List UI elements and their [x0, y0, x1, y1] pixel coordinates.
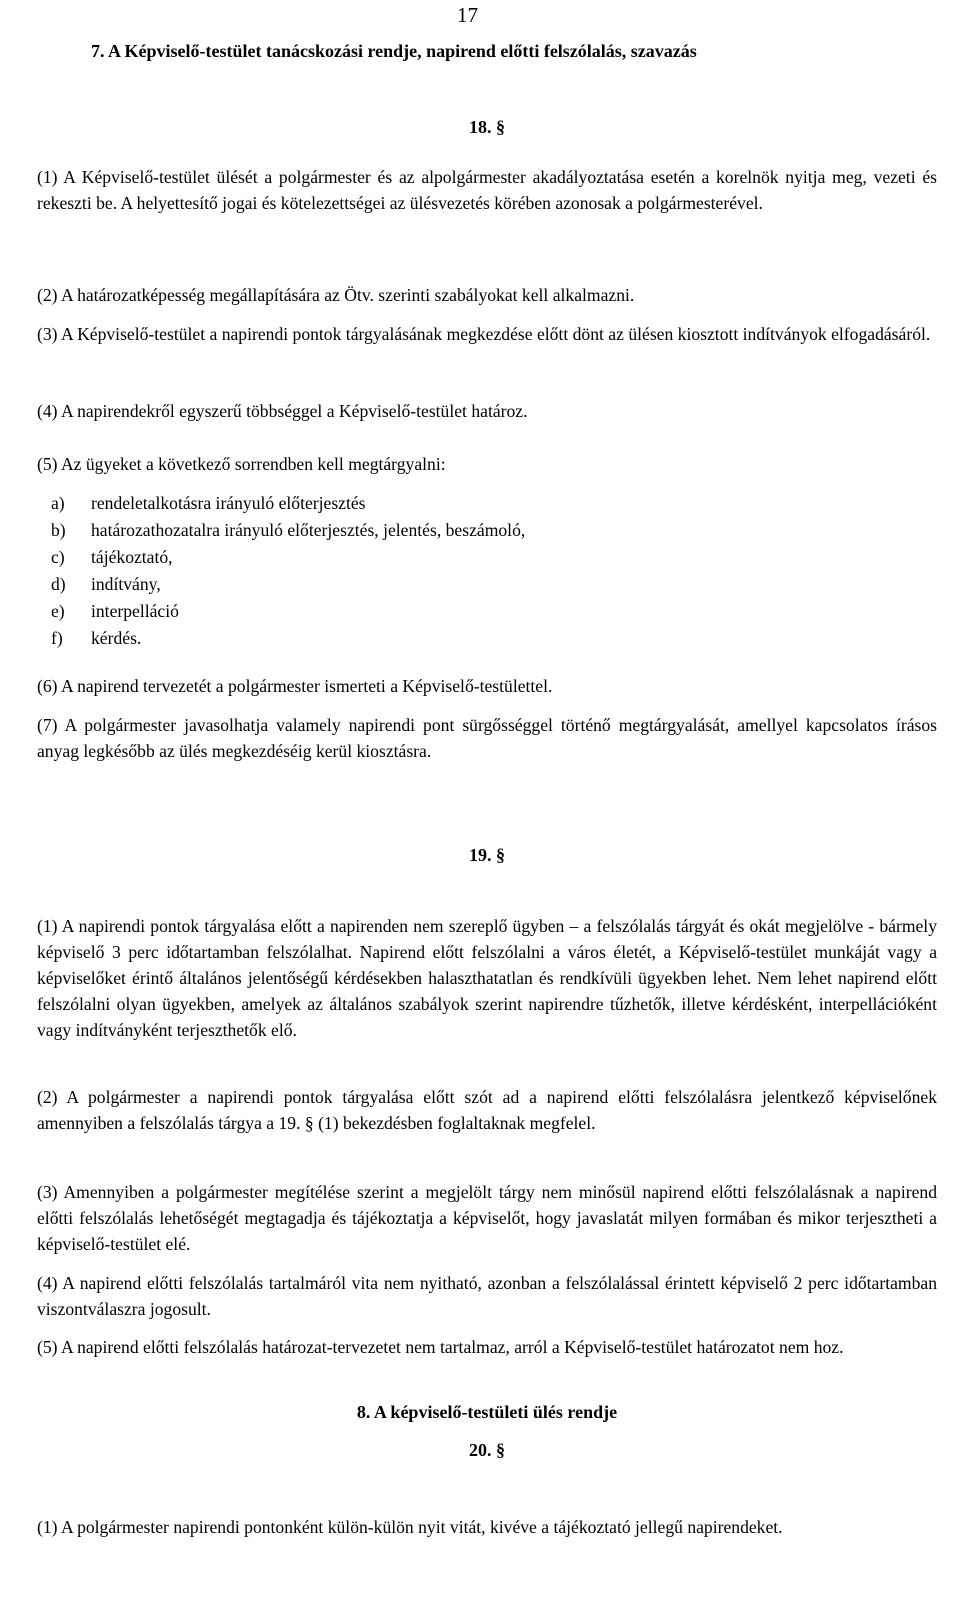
sec18-paragraph-5: (5) Az ügyeket a következő sorrendben kell megtárgyalni: — [37, 454, 446, 474]
sec19-paragraph-3: (3) Amennyiben a polgármester megítélése szerint a megjelölt tárgy nem minősül napirend előtti felszólalásnak a napirend előtti felszólalás lehetőségét megtagadja és tájékoztatja a képviselőt, hogy javaslatát milyen formában és mikor terjesztheti a képviselő-testület elé. — [37, 1182, 937, 1254]
page-number: 17 — [457, 3, 478, 27]
sec18-paragraph-6: (6) A napirend tervezetét a polgármester ismerteti a Képviselő-testülettel. — [37, 676, 553, 696]
list-item: b) határozathozatalra irányuló előterjesztés, jelentés, beszámoló, — [51, 520, 526, 540]
sec19-paragraph-4: (4) A napirend előtti felszólalás tartalmáról vita nem nyitható, azonban a felszólalással érintett képviselő 2 perc időtartamban viszontválaszra jogosult. — [37, 1273, 937, 1319]
list-item: d) indítvány, — [51, 574, 161, 594]
sec19-paragraph-2: (2) A polgármester a napirendi pontok tárgyalása előtt szót ad a napirend előtti felszólalásra jelentkező képviselőnek amennyiben a felszólalás tárgya a 19. § (1) bekezdésben foglaltaknak megfelel. — [37, 1087, 937, 1133]
sec20-paragraph-1: (1) A polgármester napirendi pontonként külön-külön nyit vitát, kivéve a tájékoztató jellegű napirendeket. — [37, 1517, 783, 1537]
section-19-heading: 19. § — [469, 845, 505, 865]
section-20-heading: 20. § — [469, 1440, 505, 1460]
list-item: a) rendeletalkotásra irányuló előterjesztés — [51, 493, 366, 513]
list-item: f) kérdés. — [51, 628, 142, 648]
sec19-paragraph-5: (5) A napirend előtti felszólalás határozat-tervezetet nem tartalmaz, arról a Képviselő-testület határozatot nem hoz. — [37, 1337, 844, 1357]
sec18-paragraph-3: (3) A Képviselő-testület a napirendi pontok tárgyalásának megkezdése előtt dönt az ülésen kiosztott indítványok elfogadásáról. — [37, 324, 931, 344]
agenda-order-list — [51, 490, 931, 652]
sec18-paragraph-1: (1) A Képviselő-testület ülését a polgármester és az alpolgármester akadályoztatása esetén a korelnök nyitja meg, vezeti és rekeszti be. A helyettesítő jogai és kötelezettségei az ülésvezetés körében azonosak a polgármesterével. — [37, 167, 937, 213]
chapter-8-title: 8. A képviselő-testületi ülés rendje — [356, 1402, 618, 1422]
sec18-paragraph-4: (4) A napirendekről egyszerű többséggel a Képviselő-testület határoz. — [37, 401, 528, 421]
sec18-paragraph-7: (7) A polgármester javasolhatja valamely napirendi pont sürgősséggel történő megtárgyalását, amellyel kapcsolatos írásos anyag legkésőbb az ülés megkezdéséig kerül kiosztásra. — [37, 715, 937, 761]
sec19-paragraph-1: (1) A napirendi pontok tárgyalása előtt a napirenden nem szereplő ügyben – a felszólalás tárgyát és okát megjelölve - bármely képviselő 3 perc időtartamban felszólalhat. Napirend előtt felszólalni a város életét, a Képviselő-testület munkáját vagy a képviselőket érintő általános jelentőségű kérdésekben halaszthatatlan és rendkívüli ügyekben lehet. Nem lehet napirend előtt felszólalni olyan ügyekben, amelyek az általános szabályok szerint napirendre tűzhetők, illetve kérdésként, interpellációként vagy indítványként terjeszthetők elő. — [37, 916, 937, 1040]
sec18-paragraph-2: (2) A határozatképesség megállapítására az Ötv. szerinti szabályokat kell alkalmazni. — [37, 285, 635, 305]
list-item: c) tájékoztató, — [51, 547, 173, 567]
list-item: e) interpelláció — [51, 601, 179, 621]
chapter-7-title: 7. A Képviselő-testület tanácskozási rendje, napirend előtti felszólalás, szavazás — [91, 41, 697, 61]
section-18-heading: 18. § — [469, 117, 505, 137]
